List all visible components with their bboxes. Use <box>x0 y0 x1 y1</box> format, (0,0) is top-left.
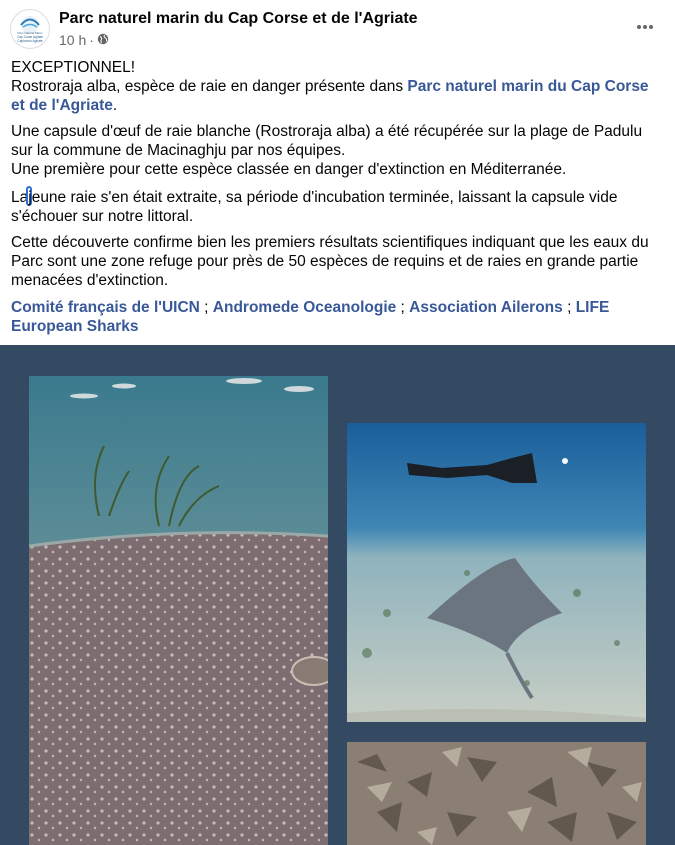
post-intro: Rostroraja alba, espèce de raie en danger présente dans <box>11 78 408 95</box>
post-text-la: La <box>11 189 29 206</box>
photo-egg-capsule[interactable] <box>347 742 646 845</box>
page-name-link[interactable]: Parc naturel marin du Cap Corse et de l'Agriate <box>59 10 418 27</box>
post-paragraph-4: Cette découverte confirme bien les premiers résultats scientifiques indiquant que les eaux du Parc sont une zone refuge pour près de 50 espèces de requins et de raies en grande partie menacées d'extinction. <box>11 234 649 289</box>
post-text <box>11 58 665 343</box>
post-tags <box>11 298 665 336</box>
globe-icon <box>97 32 109 48</box>
period: . <box>112 97 118 114</box>
post-text-capsule: Une capsule d'œuf de raie blanche (Rostroraja alba) a été récupérée sur la plage de Padulu sur la commune de Macinaghju par nos équipes. <box>11 123 643 159</box>
meta-separator: · <box>89 32 94 48</box>
page-avatar[interactable] <box>10 9 50 49</box>
tag-link-uicn[interactable]: Comité français de l'UICN <box>11 299 200 316</box>
tag-separator: ; <box>562 299 576 316</box>
page-mention-link[interactable]: Parc naturel marin du Cap Corse et de l'Agriate <box>11 78 649 114</box>
photo-diver-and-ray[interactable] <box>347 423 646 722</box>
more-horizontal-icon[interactable] <box>633 15 657 39</box>
avatar-line-1: Cap Corse Agriate <box>16 35 44 39</box>
tag-separator: ; <box>199 299 213 316</box>
post-headline: EXCEPTIONNEL! <box>11 59 136 76</box>
post-text-first: Une première pour cette espèce classée en danger d'extinction en Méditerranée. <box>11 161 567 178</box>
tag-link-andromede[interactable]: Andromede Oceanologie <box>212 299 397 316</box>
avatar-line-0: Parc Naturel Marin <box>17 31 43 35</box>
post-paragraph-3 <box>11 186 665 226</box>
tag-separator: ; <box>396 299 410 316</box>
post-header <box>0 0 675 56</box>
post-paragraph-1 <box>11 58 665 115</box>
tag-link-life-sharks[interactable]: LIFE European Sharks <box>11 299 610 335</box>
avatar-line-2: Capicorsu Agriate <box>17 39 43 43</box>
post-text-jeune: jeune raie s'en était extraite, sa période d'incubation terminée, laissant la capsule vide s'échouer sur notre littoral. <box>11 189 618 225</box>
photo-ray-closeup[interactable] <box>29 376 328 845</box>
post-paragraph-2 <box>11 122 665 179</box>
post-meta <box>59 32 109 48</box>
tag-link-ailerons[interactable]: Association Ailerons <box>409 299 563 316</box>
post-time[interactable]: 10 h <box>59 32 87 48</box>
photo-grid <box>0 345 675 845</box>
